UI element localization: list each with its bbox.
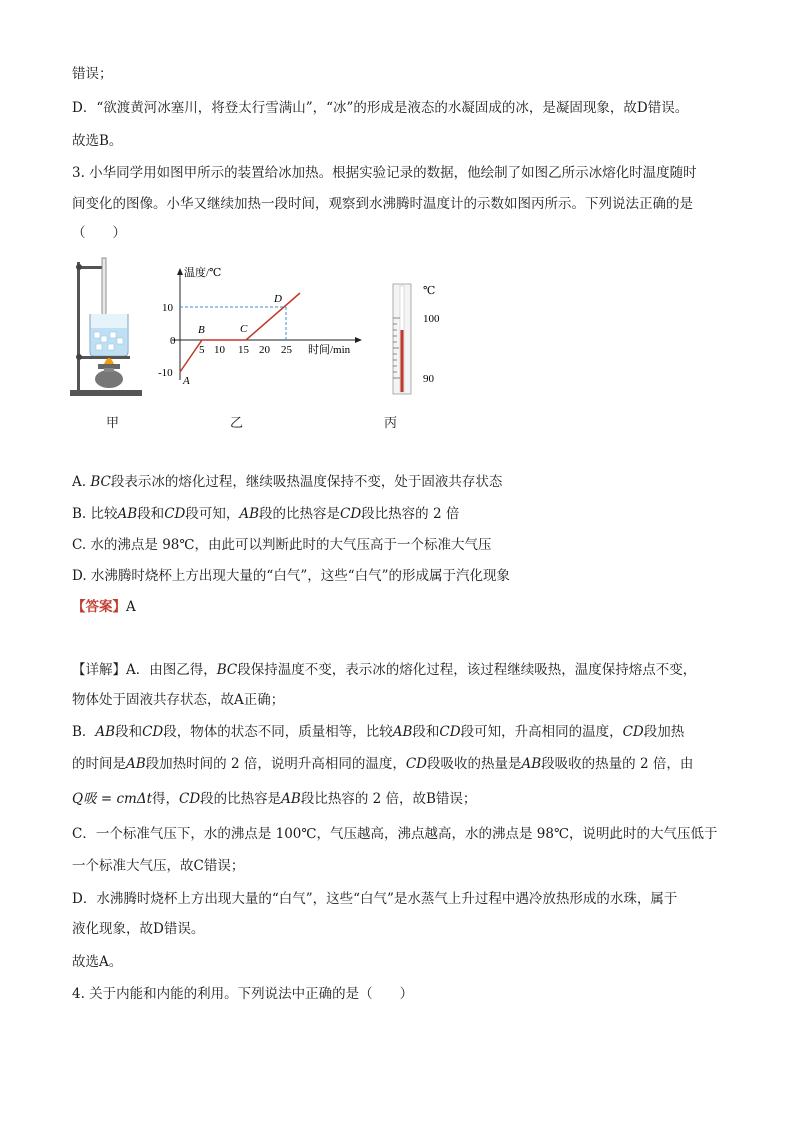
text-line: 错误； [72,66,113,82]
figure-yi-caption: 乙 [230,416,244,431]
question-3-line2: 间变化的图像。小华又继续加热一段时间，观察到水沸腾时温度计的示数如图丙所示。下列说法正确的是 [72,196,693,212]
text-line: 故选B。 [72,133,123,149]
detail-line: 故选A。 [72,954,123,970]
x-tick-label: 5 [199,344,205,356]
detail-line: 一个标准大气压，故C错误； [72,858,245,874]
answer-value: A [126,599,136,615]
apparatus-figure [66,252,146,402]
x-tick-label: 20 [259,344,270,356]
figure-bing-caption: 丙 [384,416,398,431]
option-c: C. 水的沸点是 98℃，由此可以判断此时的大气压高于一个标准大气压 [72,537,492,553]
thermometer-label-90: 90 [423,373,434,385]
thermometer-label-100: 100 [423,313,440,325]
y-tick-label: 0 [170,335,176,347]
point-label-c: C [240,323,248,335]
point-label-d: D [274,293,282,305]
detail-line: B．AB段和CD段，物体的状态不同，质量相等，比较AB段和CD段可知，升高相同的温度，CD段加热 [72,724,685,740]
y-tick-label: 10 [162,302,173,314]
melting-graph [158,260,368,390]
detail-line: 物体处于固液共存状态，故A正确； [72,692,285,708]
detail-line: C．一个标准气压下，水的沸点是 100℃，气压越高，沸点越高，水的沸点是 98℃，说明此时的大气压低于 [72,826,718,842]
answer-tag: 【答案】 [72,599,126,615]
point-label-b: B [198,324,205,336]
y-tick-label: -10 [158,367,173,379]
x-tick-label: 25 [281,344,292,356]
x-tick-label: 15 [238,344,249,356]
figure-jia-caption: 甲 [106,416,120,431]
detail-line: 的时间是AB段加热时间的 2 倍，说明升高相同的温度，CD段吸收的热量是AB段吸收的热量的 2 倍，由 [72,756,694,772]
mercury-column [401,330,404,392]
answer-line [72,597,734,617]
detail-line: 【详解】A．由图乙得，BC段保持温度不变，表示冰的熔化过程，该过程继续吸热，温度保持熔点不变， [72,662,697,678]
detail-line: 液化现象，故D错误。 [72,921,205,937]
thermometer-figure [375,280,455,400]
detail-line: Q吸 = cmΔt得，CD段的比热容是AB段比热容的 2 倍，故B错误； [72,791,477,807]
x-tick-label: 10 [214,344,225,356]
y-axis-label: 温度/℃ [184,267,222,279]
option-d: D. 水沸腾时烧杯上方出现大量的“白气”，这些“白气”的形成属于汽化现象 [72,568,511,584]
thermometer-unit: ℃ [423,285,436,297]
option-a: A. BC段表示冰的熔化过程，继续吸热温度保持不变，处于固液共存状态 [72,474,503,490]
option-b: B. 比较AB段和CD段可知，AB段的比热容是CD段比热容的 2 倍 [72,506,460,522]
x-axis-label: 时间/min [308,344,351,356]
question-4: 4. 关于内能和内能的利用。下列说法中正确的是（ ） [72,986,414,1002]
point-label-a: A [183,375,190,387]
detail-line: D．水沸腾时烧杯上方出现大量的“白气”，这些“白气”是水蒸气上升过程中遇冷放热形成的水珠，属于 [72,891,678,907]
heat-formula: Q吸 = cmΔt [72,791,152,807]
question-3-line3: （ ） [72,225,126,241]
text-line: D．“欲渡黄河冰塞川，将登太行雪满山”，“冰”的形成是液态的水凝固成的冰，是凝固现象，故D错误。 [72,100,689,116]
question-3-line1: 3. 小华同学用如图甲所示的装置给冰加热。根据实验记录的数据，他绘制了如图乙所示冰熔化时温度随时 [72,165,697,181]
